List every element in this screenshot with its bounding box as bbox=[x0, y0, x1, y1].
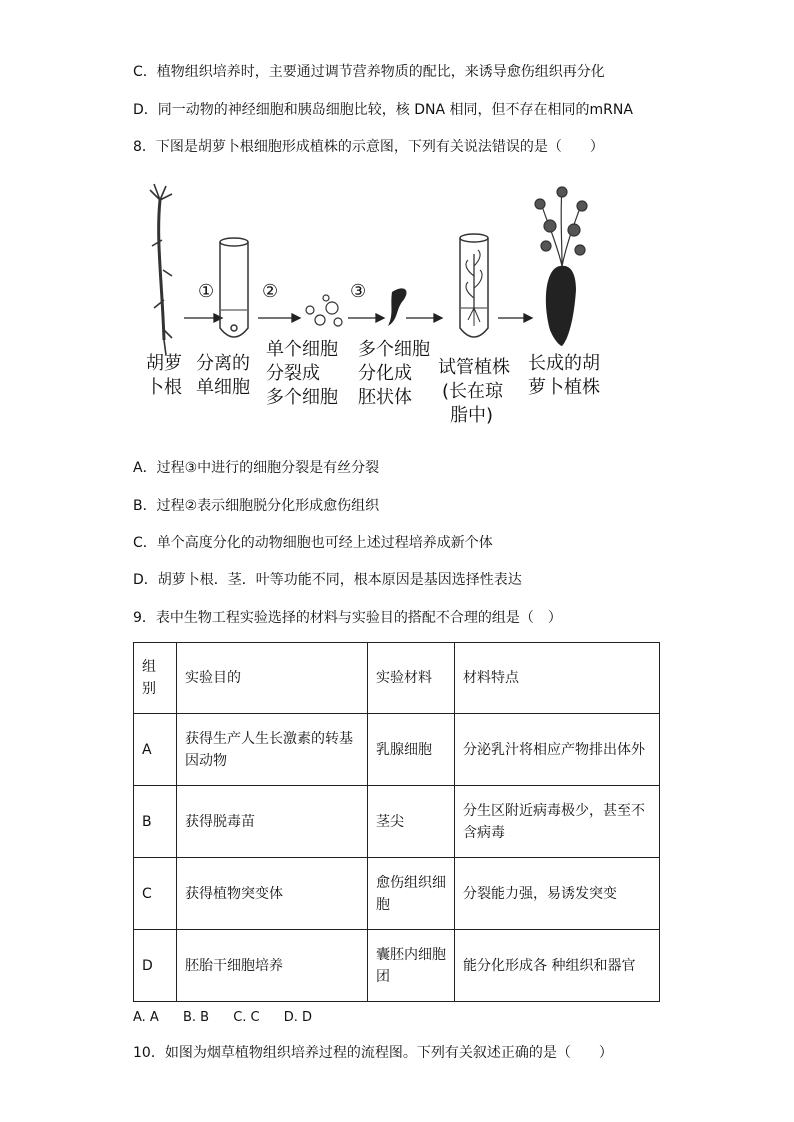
label-carrot-root-1: 胡萝 bbox=[146, 353, 182, 374]
carrot-root-drawing bbox=[150, 184, 172, 355]
arrow-3 bbox=[348, 314, 384, 322]
table-row bbox=[134, 714, 660, 786]
carrot-tissue-culture-figure bbox=[142, 180, 622, 430]
header-material: 实验材料 bbox=[368, 643, 455, 714]
label-test-tube-plant-2: (长在琼 bbox=[442, 381, 504, 402]
table-row bbox=[134, 786, 660, 858]
label-embryoid-3: 胚状体 bbox=[358, 387, 412, 408]
cell-cluster-drawing bbox=[306, 295, 342, 326]
label-test-tube-plant-1: 试管植株 bbox=[438, 357, 510, 378]
cell-purpose: 获得脱毒苗 bbox=[177, 786, 368, 858]
label-cell-division-3: 多个细胞 bbox=[266, 387, 338, 408]
q9-answer-options bbox=[133, 1008, 332, 1028]
cell-features: 分裂能力强，易诱发突变 bbox=[455, 858, 660, 930]
cell-purpose: 获得植物突变体 bbox=[177, 858, 368, 930]
answer-option-c: C. C bbox=[233, 1010, 260, 1025]
cell-purpose: 获得生产人生长激素的转基因动物 bbox=[177, 714, 368, 786]
q9-table bbox=[133, 642, 660, 1002]
label-grown-plant-2: 萝卜植株 bbox=[528, 377, 600, 398]
question-10-stem: 10．如图为烟草植物组织培养过程的流程图。下列有关叙述正确的是（ ） bbox=[133, 1045, 613, 1061]
header-purpose: 实验目的 bbox=[177, 643, 368, 714]
test-tube-1-drawing bbox=[220, 238, 248, 337]
arrow-1 bbox=[184, 314, 222, 322]
answer-option-b: B. B bbox=[182, 1010, 210, 1025]
label-single-cell-2: 单细胞 bbox=[196, 377, 250, 398]
cell-material: 乳腺细胞 bbox=[368, 714, 455, 786]
cell-material: 愈伤组织细胞 bbox=[368, 858, 455, 930]
grown-carrot-plant-drawing bbox=[535, 187, 587, 346]
step-1-label: ① bbox=[198, 281, 215, 302]
table-row bbox=[134, 930, 660, 1002]
label-embryoid-1: 多个细胞 bbox=[358, 339, 430, 360]
label-embryoid-2: 分化成 bbox=[358, 363, 412, 384]
cell-purpose: 胚胎干细胞培养 bbox=[177, 930, 368, 1002]
question-9-stem: 9．表中生物工程实验选择的材料与实验目的搭配不合理的组是（ ） bbox=[133, 610, 562, 626]
q8-option-a: A．过程③中进行的细胞分裂是有丝分裂 bbox=[133, 460, 380, 476]
arrow-2 bbox=[258, 314, 300, 322]
step-3-label: ③ bbox=[350, 281, 367, 302]
cell-group: D bbox=[134, 930, 177, 1002]
label-carrot-root-2: 卜根 bbox=[146, 377, 182, 398]
cell-group: C bbox=[134, 858, 177, 930]
answer-option-a: A. A bbox=[133, 1010, 159, 1025]
header-group: 组别 bbox=[134, 643, 177, 714]
label-grown-plant-1: 长成的胡 bbox=[528, 353, 600, 374]
arrow-5 bbox=[498, 314, 532, 322]
cell-group: B bbox=[134, 786, 177, 858]
answer-option-d: D. D bbox=[283, 1010, 313, 1025]
label-cell-division-1: 单个细胞 bbox=[266, 339, 338, 360]
header-features: 材料特点 bbox=[455, 643, 660, 714]
q8-option-b: B．过程②表示细胞脱分化形成愈伤组织 bbox=[133, 498, 380, 514]
cell-features: 能分化形成各 种组织和器官 bbox=[455, 930, 660, 1002]
label-single-cell-1: 分离的 bbox=[196, 353, 250, 374]
option-c-text: C．植物组织培养时，主要通过调节营养物质的配比，来诱导愈伤组织再分化 bbox=[133, 64, 605, 80]
q8-option-c: C．单个高度分化的动物细胞也可经上述过程培养成新个体 bbox=[133, 535, 493, 551]
cell-material: 茎尖 bbox=[368, 786, 455, 858]
embryoid-drawing bbox=[388, 288, 407, 326]
cell-features: 分泌乳汁将相应产物排出体外 bbox=[455, 714, 660, 786]
cell-material: 囊胚内细胞团 bbox=[368, 930, 455, 1002]
cell-group: A bbox=[134, 714, 177, 786]
table-header-row bbox=[134, 643, 660, 714]
arrow-4 bbox=[406, 314, 442, 322]
q8-option-d: D．胡萝卜根．茎．叶等功能不同，根本原因是基因选择性表达 bbox=[133, 572, 522, 588]
cell-features: 分生区附近病毒极少，甚至不含病毒 bbox=[455, 786, 660, 858]
option-d-text: D．同一动物的神经细胞和胰岛细胞比较，核 DNA 相同，但不存在相同的mRNA bbox=[133, 102, 633, 118]
step-2-label: ② bbox=[262, 281, 279, 302]
label-cell-division-2: 分裂成 bbox=[266, 363, 320, 384]
table-row bbox=[134, 858, 660, 930]
label-test-tube-plant-3: 脂中) bbox=[450, 405, 494, 426]
question-8-stem: 8．下图是胡萝卜根细胞形成植株的示意图，下列有关说法错误的是（ ） bbox=[133, 139, 604, 155]
test-tube-plantlet-drawing bbox=[460, 234, 488, 337]
